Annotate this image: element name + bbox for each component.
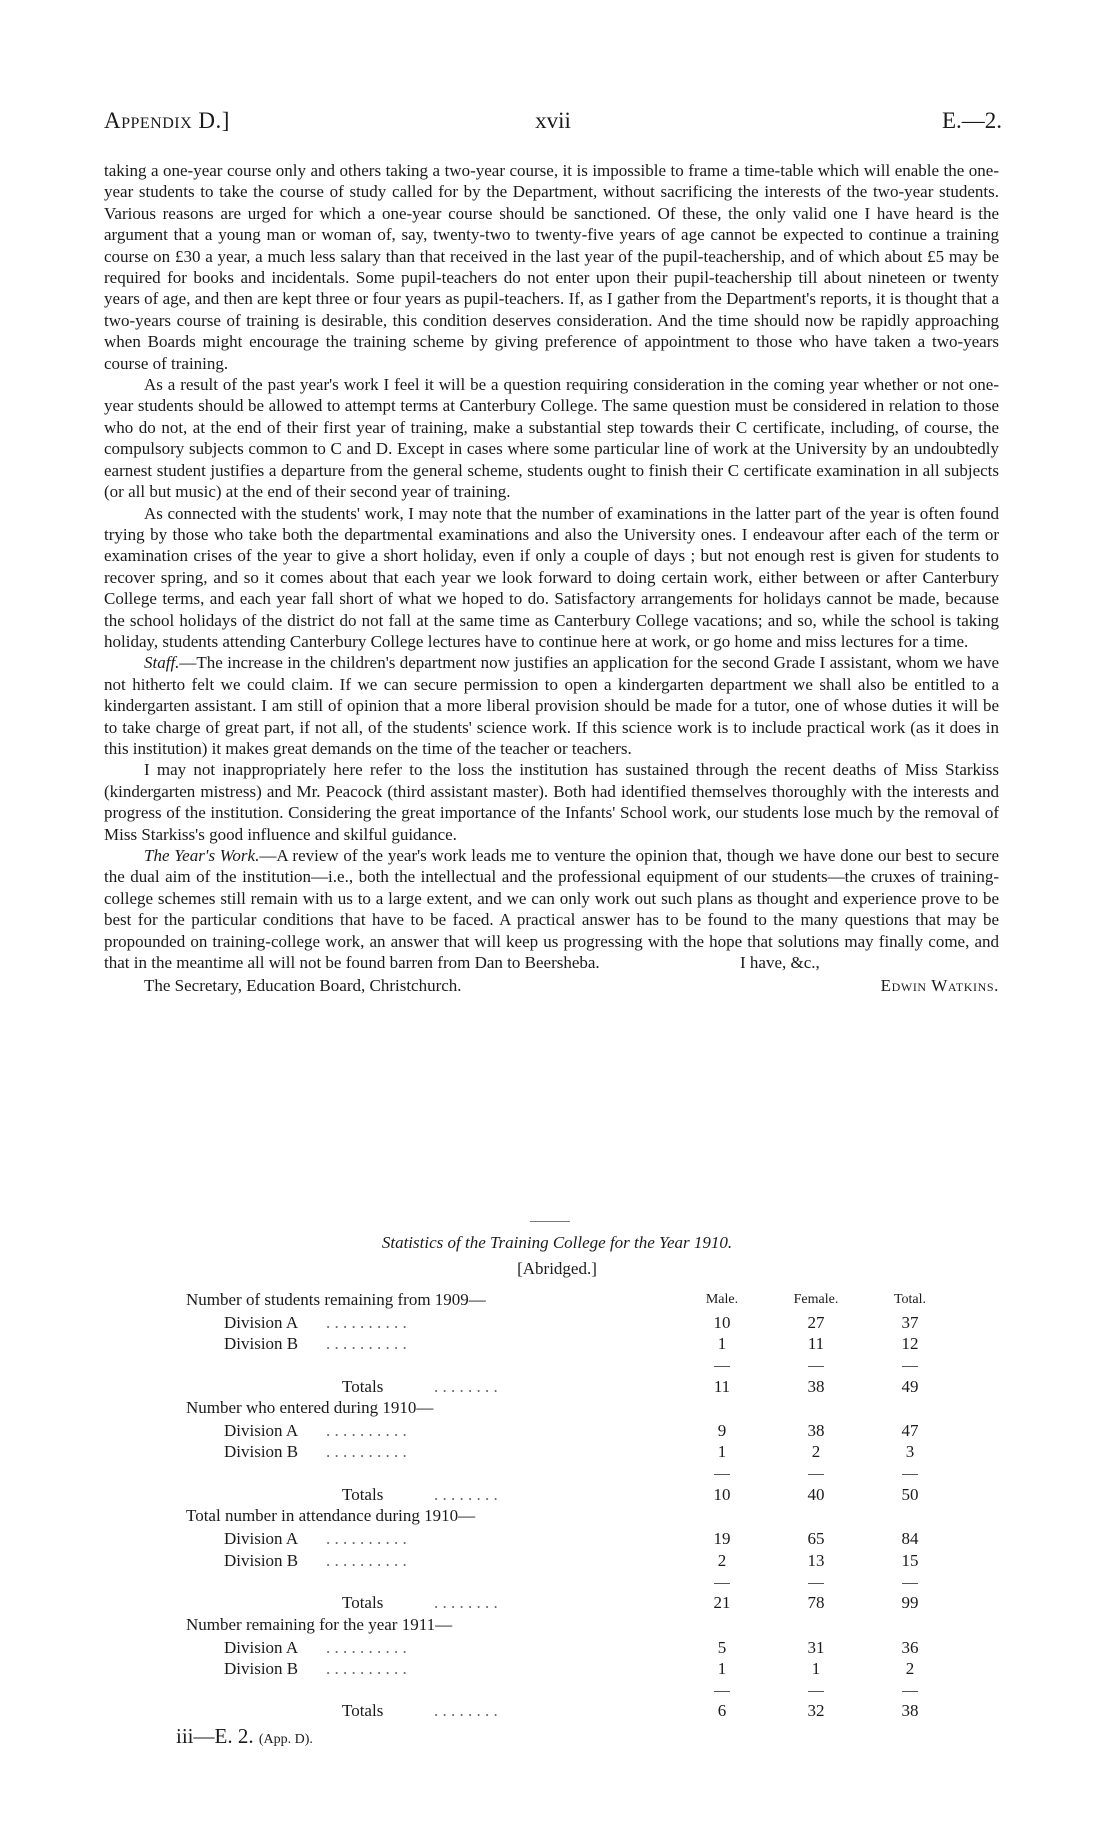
column-rule	[682, 1572, 762, 1592]
section-heading-row	[186, 1290, 946, 1313]
male-value: 1	[717, 1334, 727, 1354]
paragraph: As a result of the past year's work I feel it will be a question requiring consideration in the coming year whether or not one-year students should be allowed to attempt terms at Canterbury College. The same question must be considered in relation to those who do not, at the end of their first year of training, make a substantial step towards their C certificate, including, of course, the compulsory subjects common to C and D. Except in cases where some particular line of work at the University by an undoubtedly earnest student justifies a departure from the general scheme, students ought to finish their C certificate examination in all subjects (or all but music) at the end of their second year of training.	[104, 375, 999, 502]
table-row	[186, 1551, 946, 1572]
paragraph-years-work	[104, 845, 999, 973]
totals-row	[186, 1593, 946, 1614]
female-value: 13	[807, 1550, 825, 1570]
leader-dots: . . . . . . . . . .	[326, 1313, 407, 1332]
male-total: 10	[713, 1485, 731, 1505]
dash-mark	[808, 1691, 824, 1692]
signature: Edwin Watkins.	[880, 976, 999, 996]
column-rule	[776, 1680, 856, 1700]
section-heading: Number who entered during 1910—	[186, 1398, 434, 1418]
column-rule	[682, 1356, 762, 1376]
female-value: 11	[807, 1334, 825, 1354]
female-total: 32	[807, 1701, 825, 1721]
table-row	[186, 1638, 946, 1659]
header-appendix: Appendix D.]	[104, 108, 230, 133]
paragraph-lead: Staff.	[144, 653, 180, 673]
report-body	[104, 160, 999, 998]
totals-label: Totals	[342, 1701, 384, 1721]
table-row	[186, 1421, 946, 1442]
table-row	[186, 1334, 946, 1355]
total-value: 3	[905, 1442, 915, 1462]
row-label: Division B	[224, 1334, 299, 1354]
column-rule	[870, 1572, 950, 1592]
paragraph-staff	[104, 652, 999, 759]
section-heading-row	[186, 1398, 946, 1421]
table-row	[186, 1529, 946, 1550]
female-total: 38	[807, 1376, 825, 1396]
female-value: 31	[807, 1637, 825, 1657]
female-value: 65	[807, 1529, 825, 1549]
total-value: 2	[905, 1658, 915, 1678]
section-heading-row	[186, 1615, 946, 1638]
closing-line: I have, &c.,	[734, 952, 820, 973]
rule-row	[186, 1356, 946, 1377]
page-footer	[176, 1724, 313, 1749]
row-label: Division B	[224, 1658, 299, 1678]
grand-total: 49	[901, 1376, 919, 1396]
column-rule	[870, 1356, 950, 1376]
totals-label: Totals	[342, 1593, 384, 1613]
stats-title: Statistics of the Training College for the Year 1910.	[381, 1233, 733, 1252]
paragraph-text: —A review of the year's work leads me to venture the opinion that, though we have done our best to secure the dual aim of the institution—i.e., both the intellectual and the professional equipment of our students—the cruxes of training-college schemes still remain with us to a large extent, and we can only work out such plans as thought and experience prove to be best for the particular conditions that have to be faced. A practical answer has to be found to the many questions that may be propounded on training-college work, an answer that will keep us progressing with the hope that solutions may finally come, and that in the meantime all will not be found barren from Dan to Beersheba.	[104, 846, 999, 973]
total-value: 36	[901, 1637, 919, 1657]
column-rule	[776, 1464, 856, 1484]
column-rule	[682, 1680, 762, 1700]
male-value: 10	[713, 1313, 731, 1332]
dash-mark	[902, 1474, 918, 1475]
column-header: Male.	[705, 1292, 739, 1307]
paragraph-text: —The increase in the children's department now justifies an application for the second Grade I assistant, whom we have not hitherto felt we could claim. If we can secure permission to open a kindergarten department we shall also be entitled to a kindergarten assistant. I am still of opinion that a more liberal provision should be made for a tutor, one of whose duties it will be to take charge of great part, if not all, of the students' science work. If this science work is to include practical work (as it does in this institution) it makes great demands on the time of the teacher or teachers.	[104, 653, 999, 758]
leader-dots: . . . . . . . . . .	[326, 1529, 407, 1549]
signature-line	[104, 975, 999, 998]
rule-row	[186, 1680, 946, 1701]
total-value: 47	[901, 1421, 919, 1441]
grand-total: 38	[901, 1701, 919, 1721]
totals-row	[186, 1485, 946, 1506]
section-divider	[530, 1221, 570, 1222]
totals-row	[186, 1377, 946, 1398]
female-value: 27	[807, 1313, 825, 1332]
table-row	[186, 1442, 946, 1463]
total-value: 37	[901, 1313, 919, 1332]
row-label: Division A	[224, 1529, 299, 1549]
row-label: Division A	[224, 1313, 299, 1332]
leader-dots: . . . . . . . . . .	[326, 1442, 407, 1462]
addressee: The Secretary, Education Board, Christchurch.	[144, 976, 462, 996]
page-header	[104, 108, 1002, 138]
section-heading: Number of students remaining from 1909—	[186, 1290, 486, 1309]
male-total: 11	[713, 1376, 731, 1396]
dash-mark	[714, 1583, 730, 1584]
totals-label: Totals	[342, 1485, 384, 1505]
dash-mark	[714, 1691, 730, 1692]
paragraph: I may not inappropriately here refer to the loss the institution has sustained through the recent deaths of Miss Starkiss (kindergarten mistress) and Mr. Peacock (third assistant master). Both had identified themselves thoroughly with the interests and progress of the institution. Considering the great importance of the Infants' School work, our students lose much by the removal of Miss Starkiss's good influence and skilful guidance.	[104, 760, 999, 844]
male-total: 6	[717, 1701, 727, 1721]
footer-appendix: (App. D).	[258, 1732, 313, 1747]
female-value: 1	[811, 1658, 821, 1678]
statistics-table	[186, 1290, 946, 1723]
leader-dots: . . . . . . . .	[434, 1485, 498, 1505]
section-heading: Total number in attendance during 1910—	[186, 1506, 476, 1526]
paragraph: As connected with the students' work, I may note that the number of examinations in the latter part of the year is often found trying by those who take both the departmental examinations and also the University ones. I endeavour after each of the term or examination crises of the year to give a short holiday, even if only a couple of days ; but not enough rest is given for students to recover spring, and so it comes about that each year we look forward to doing certain work, either between or after Canterbury College terms, and each year fall short of what we hoped to do. Satisfactory arrangements for holidays cannot be made, because the school holidays of the district do not fall at the same time as Canterbury College vacations; and so, while the school is taking holiday, students attending Canterbury College lectures have to continue here at work, or go home and miss lectures for a time.	[104, 503, 999, 651]
total-value: 84	[901, 1529, 919, 1549]
table-row	[186, 1313, 946, 1334]
stats-subtitle: [Abridged.]	[517, 1259, 597, 1278]
male-value: 1	[717, 1658, 727, 1678]
row-label: Division A	[224, 1421, 299, 1441]
dash-mark	[714, 1366, 730, 1367]
male-value: 1	[717, 1442, 727, 1462]
dash-mark	[808, 1474, 824, 1475]
column-header: Total.	[893, 1292, 927, 1307]
dash-mark	[808, 1366, 824, 1367]
male-value: 19	[713, 1529, 731, 1549]
dash-mark	[808, 1583, 824, 1584]
section-heading: Number remaining for the year 1911—	[186, 1614, 453, 1634]
female-total: 40	[807, 1485, 825, 1505]
column-rule	[870, 1464, 950, 1484]
paragraph: taking a one-year course only and others taking a two-year course, it is impossible to frame a time-table which will enable the one-year students to take the course of study called for by the Department, without sacrificing the interests of the two-year students. Various reasons are urged for which a one-year course should be sanctioned. Of these, the only valid one I have heard is the argument that a young man or woman of, say, twenty-two to twenty-five years of age cannot be expected to continue a training course on £30 a year, a much less salary than that received in the last year of the pupil-teachership, and of which about £5 may be required for books and incidentals. Some pupil-teachers do not enter upon their pupil-teachership till about nineteen or twenty years of age, and then are kept three or four years as pupil-teachers. If, as I gather from the Department's reports, it is thought that a two-years course of training is desirable, this condition deserves consideration. And the time should now be rapidly approaching when Boards might encourage the training scheme by giving preference of appointment to those who have taken a two-years course of training.	[104, 161, 999, 373]
dash-mark	[902, 1691, 918, 1692]
dash-mark	[714, 1474, 730, 1475]
male-value: 5	[717, 1637, 727, 1657]
row-label: Division A	[224, 1637, 299, 1657]
leader-dots: . . . . . . . .	[434, 1701, 498, 1721]
column-header: Female.	[793, 1292, 839, 1307]
leader-dots: . . . . . . . . . .	[326, 1550, 407, 1570]
rule-row	[186, 1464, 946, 1485]
leader-dots: . . . . . . . . . .	[326, 1658, 407, 1678]
female-value: 38	[807, 1421, 825, 1441]
male-value: 9	[717, 1421, 727, 1441]
leader-dots: . . . . . . . .	[434, 1376, 498, 1396]
grand-total: 99	[901, 1593, 919, 1613]
section-heading-row	[186, 1506, 946, 1529]
dash-mark	[902, 1583, 918, 1584]
column-rule	[682, 1464, 762, 1484]
table-row	[186, 1659, 946, 1680]
male-total: 21	[713, 1593, 731, 1613]
row-label: Division B	[224, 1442, 299, 1462]
total-value: 12	[901, 1334, 919, 1354]
total-value: 15	[901, 1550, 919, 1570]
paragraph-lead: The Year's Work.	[144, 846, 260, 865]
header-page-number: xvii	[535, 108, 571, 133]
column-rule	[776, 1356, 856, 1376]
rule-row	[186, 1572, 946, 1593]
female-total: 78	[807, 1593, 825, 1613]
male-value: 2	[717, 1550, 727, 1570]
leader-dots: . . . . . . . . . .	[326, 1334, 407, 1354]
column-rule	[870, 1680, 950, 1700]
totals-label: Totals	[342, 1376, 384, 1396]
leader-dots: . . . . . . . . . .	[326, 1421, 407, 1441]
leader-dots: . . . . . . . . . .	[326, 1637, 407, 1657]
row-label: Division B	[224, 1550, 299, 1570]
leader-dots: . . . . . . . .	[434, 1593, 498, 1613]
female-value: 2	[811, 1442, 821, 1462]
totals-row	[186, 1701, 946, 1722]
column-rule	[776, 1572, 856, 1592]
footer-reference: iii—E. 2.	[176, 1724, 254, 1748]
header-reference: E.—2.	[941, 108, 1002, 133]
dash-mark	[902, 1366, 918, 1367]
grand-total: 50	[901, 1485, 919, 1505]
